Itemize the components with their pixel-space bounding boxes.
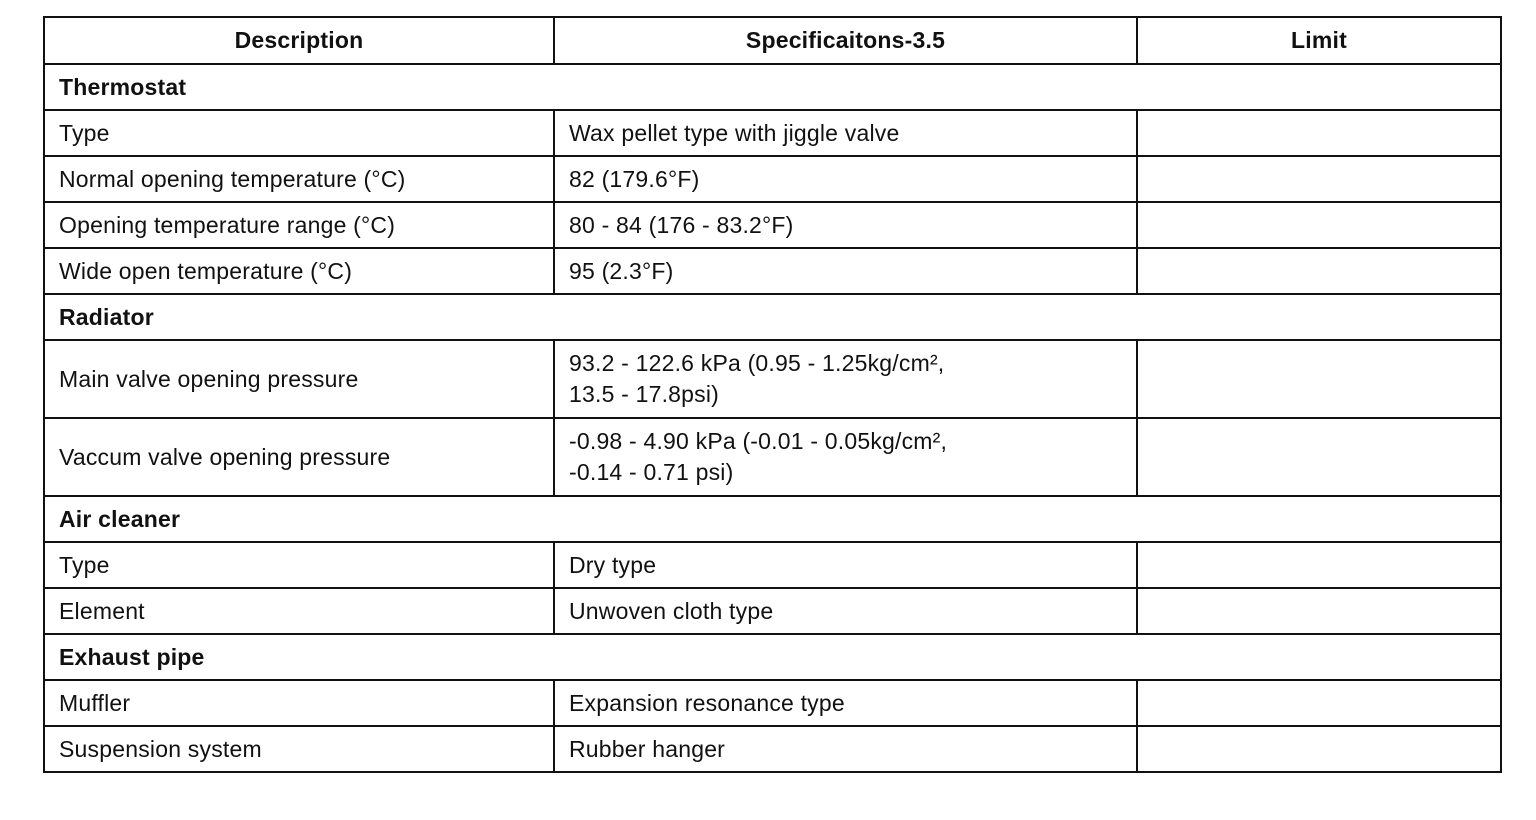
table-body [44, 64, 1501, 772]
spec-cell [554, 110, 1137, 156]
section-row [44, 496, 1501, 542]
description-cell: Opening temperature range (°C) [44, 202, 554, 248]
spec-cell [554, 418, 1137, 496]
description-cell: Main valve opening pressure [44, 340, 554, 418]
table-row [44, 156, 1501, 202]
section-title: Exhaust pipe [44, 634, 1501, 680]
limit-cell [1137, 202, 1501, 248]
description-cell: Wide open temperature (°C) [44, 248, 554, 294]
spec-cell [554, 542, 1137, 588]
table-row [44, 588, 1501, 634]
specifications-table [43, 16, 1502, 773]
spec-cell [554, 588, 1137, 634]
table-row [44, 680, 1501, 726]
limit-cell [1137, 542, 1501, 588]
spec-line: Rubber hanger [569, 735, 726, 762]
limit-cell [1137, 680, 1501, 726]
spec-cell [554, 202, 1137, 248]
description-cell: Suspension system [44, 726, 554, 772]
section-title: Thermostat [44, 64, 1501, 110]
spec-line: 80 - 84 (176 - 83.2°F) [569, 211, 794, 238]
spec-line: Dry type [569, 551, 657, 578]
description-cell: Element [44, 588, 554, 634]
table-row [44, 110, 1501, 156]
table-row [44, 542, 1501, 588]
description-cell: Type [44, 542, 554, 588]
header-limit: Limit [1137, 17, 1501, 64]
spec-line: 13.5 - 17.8psi) [569, 381, 720, 407]
limit-cell [1137, 248, 1501, 294]
spec-line: -0.98 - 4.90 kPa (-0.01 - 0.05kg/cm², [569, 428, 948, 454]
description-cell: Muffler [44, 680, 554, 726]
spec-line: Unwoven cloth type [569, 597, 774, 624]
spec-line: 95 (2.3°F) [569, 257, 674, 284]
section-row [44, 634, 1501, 680]
spec-line: 93.2 - 122.6 kPa (0.95 - 1.25kg/cm², [569, 350, 945, 376]
section-row [44, 64, 1501, 110]
table-row [44, 418, 1501, 496]
section-title: Radiator [44, 294, 1501, 340]
table-row [44, 726, 1501, 772]
table-row [44, 248, 1501, 294]
header-description: Description [44, 17, 554, 64]
spec-cell [554, 726, 1137, 772]
spec-cell [554, 340, 1137, 418]
spec-cell [554, 248, 1137, 294]
table-row [44, 340, 1501, 418]
spec-cell [554, 156, 1137, 202]
limit-cell [1137, 588, 1501, 634]
description-cell: Type [44, 110, 554, 156]
spec-line: 82 (179.6°F) [569, 165, 700, 192]
table-header-row [44, 17, 1501, 64]
header-specifications: Specificaitons-3.5 [554, 17, 1137, 64]
limit-cell [1137, 110, 1501, 156]
description-cell: Vaccum valve opening pressure [44, 418, 554, 496]
spec-line: Wax pellet type with jiggle valve [569, 119, 900, 146]
description-cell: Normal opening temperature (°C) [44, 156, 554, 202]
spec-cell [554, 680, 1137, 726]
table-row [44, 202, 1501, 248]
section-title: Air cleaner [44, 496, 1501, 542]
limit-cell [1137, 156, 1501, 202]
limit-cell [1137, 726, 1501, 772]
spec-line: -0.14 - 0.71 psi) [569, 459, 734, 485]
limit-cell [1137, 340, 1501, 418]
spec-line: Expansion resonance type [569, 689, 845, 716]
limit-cell [1137, 418, 1501, 496]
section-row [44, 294, 1501, 340]
